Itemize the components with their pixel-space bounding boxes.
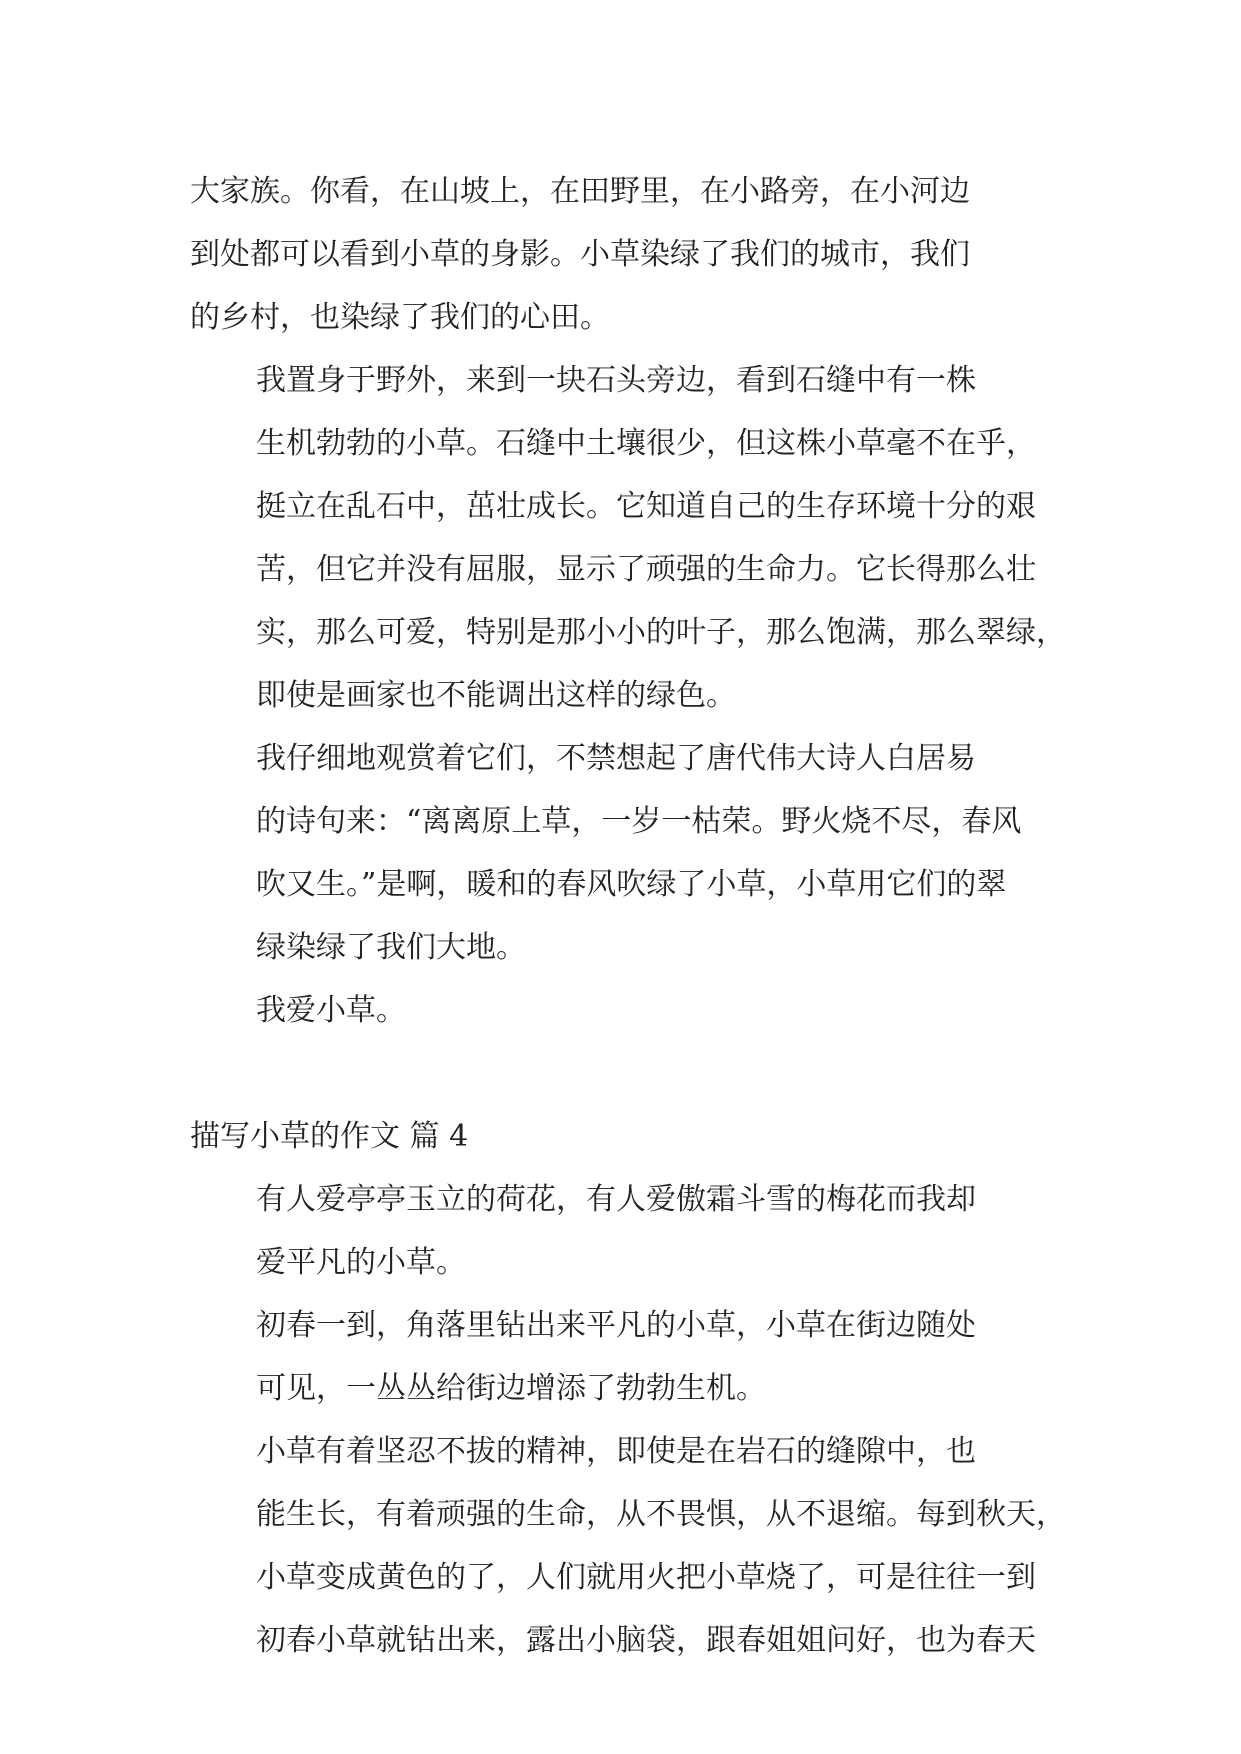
text-line: 初春小草就钻出来，露出小脑袋，跟春姐姐问好，也为春天 <box>256 1623 1036 1658</box>
text-line: 大家族。你看，在山坡上，在田野里，在小路旁，在小河边 <box>190 174 970 209</box>
paragraph <box>190 727 1070 979</box>
document-page <box>190 160 1070 1672</box>
paragraph <box>190 1168 1070 1294</box>
text-line: 实，那么可爱，特别是那小小的叶子，那么饱满，那么翠绿， <box>256 615 1066 650</box>
text-line: 我置身于野外，来到一块石头旁边，看到石缝中有一株 <box>256 363 976 398</box>
section-spacer <box>190 1042 1070 1105</box>
text-line: 小草有着坚忍不拔的精神，即使是在岩石的缝隙中，也 <box>256 1434 976 1469</box>
section-heading: 描写小草的作文 篇 4 <box>190 1119 469 1154</box>
text-line: 初春一到，角落里钻出来平凡的小草，小草在街边随处 <box>256 1308 976 1343</box>
text-line: 小草变成黄色的了，人们就用火把小草烧了，可是往往一到 <box>256 1560 1036 1595</box>
paragraph <box>190 1294 1070 1420</box>
text-line: 吹又生。”是啊，暖和的春风吹绿了小草，小草用它们的翠 <box>256 867 1007 902</box>
text-line: 生机勃勃的小草。石缝中土壤很少，但这株小草毫不在乎， <box>256 426 1036 461</box>
text-line: 我爱小草。 <box>256 993 406 1028</box>
paragraph <box>190 349 1070 727</box>
paragraph <box>190 1420 1070 1672</box>
text-line: 的乡村，也染绿了我们的心田。 <box>190 300 610 335</box>
text-line: 即使是画家也不能调出这样的绿色。 <box>256 678 736 713</box>
text-line: 到处都可以看到小草的身影。小草染绿了我们的城市，我们 <box>190 237 970 272</box>
text-line: 我仔细地观赏着它们，不禁想起了唐代伟大诗人白居易 <box>256 741 976 776</box>
text-line: 苦，但它并没有屈服，显示了顽强的生命力。它长得那么壮 <box>256 552 1036 587</box>
essay-part-1 <box>190 160 1070 1042</box>
paragraph <box>190 979 1070 1042</box>
text-line: 的诗句来：“离离原上草，一岁一枯荣。野火烧不尽，春风 <box>256 804 1022 839</box>
text-line: 爱平凡的小草。 <box>256 1245 466 1280</box>
text-line: 可见，一丛丛给街边增添了勃勃生机。 <box>256 1371 766 1406</box>
text-line: 有人爱亭亭玉立的荷花，有人爱傲霜斗雪的梅花而我却 <box>256 1182 976 1217</box>
paragraph <box>190 160 1070 349</box>
text-line: 挺立在乱石中，茁壮成长。它知道自己的生存环境十分的艰 <box>256 489 1036 524</box>
essay-part-2 <box>190 1168 1070 1672</box>
text-line: 绿染绿了我们大地。 <box>256 930 526 965</box>
text-line: 能生长，有着顽强的生命，从不畏惧，从不退缩。每到秋天， <box>256 1497 1066 1532</box>
